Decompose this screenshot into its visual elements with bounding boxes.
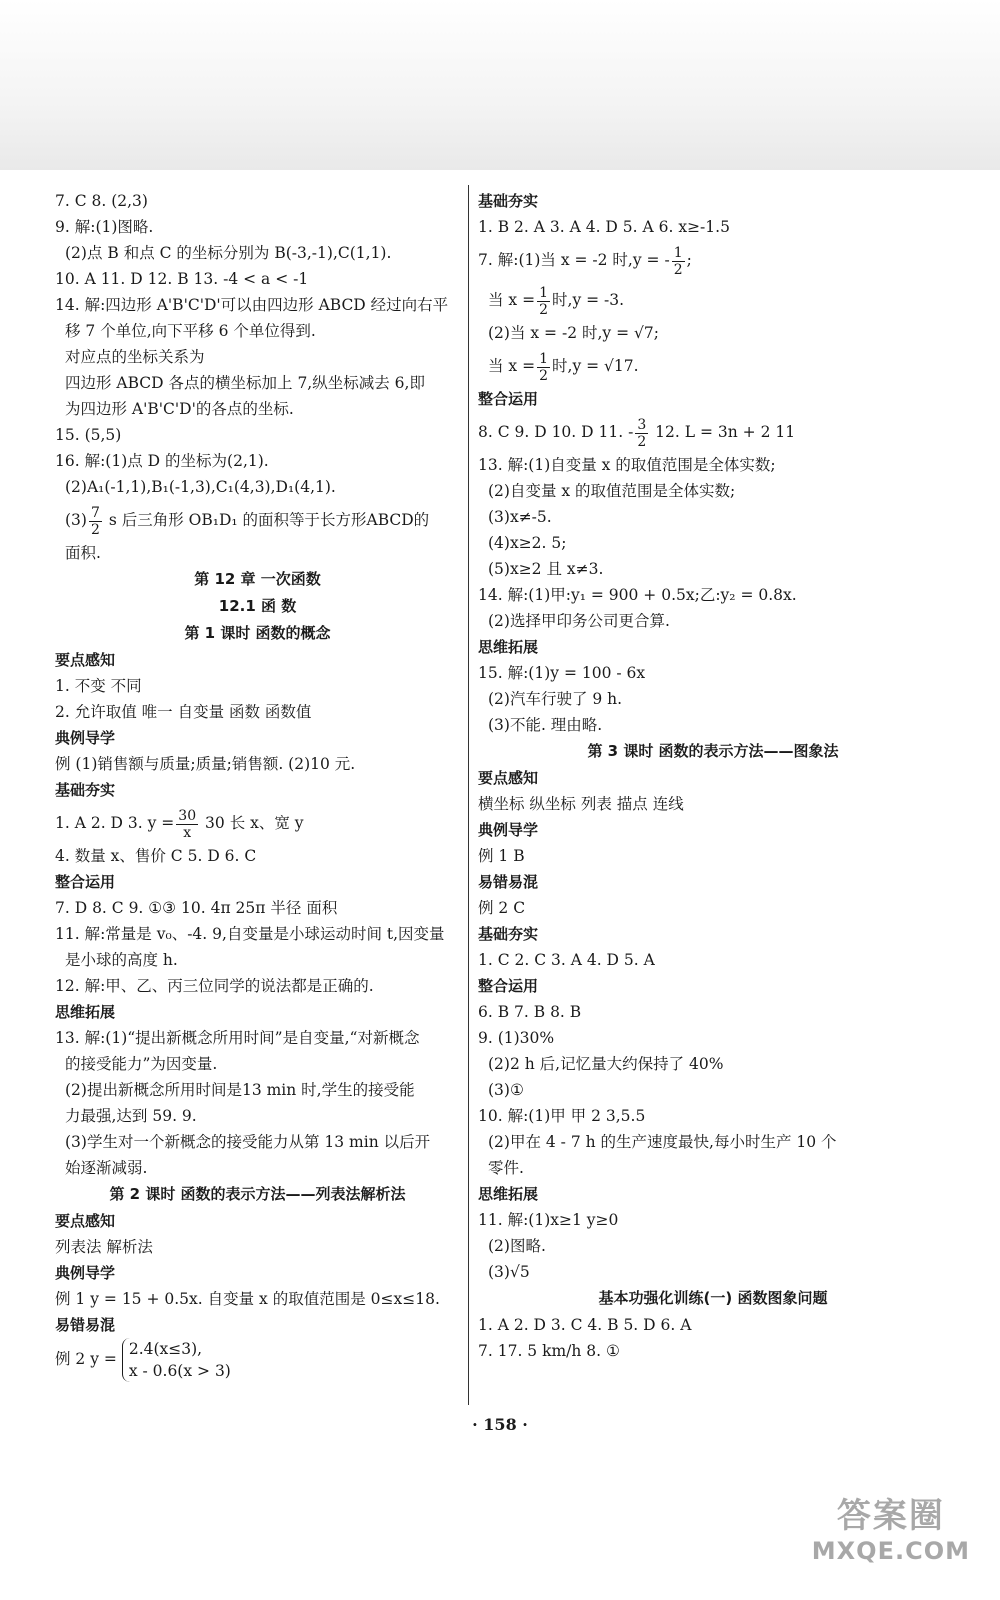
- section-heading: 基础夯实: [478, 192, 539, 210]
- text: (3): [65, 511, 87, 529]
- answer-line: (4)x≥2. 5;: [488, 534, 567, 552]
- answer-line: (3)√5: [488, 1263, 530, 1281]
- answer-line: 15. 解:(1)y = 100 - 6x: [478, 664, 646, 682]
- answer-line: 例 1 y = 15 + 0.5x. 自变量 x 的取值范围是 0≤x≤18.: [55, 1290, 440, 1308]
- answer-line: 是小球的高度 h.: [65, 951, 178, 969]
- answer-line-fraction: [478, 412, 948, 452]
- watermark-url: MXQE.COM: [811, 1537, 970, 1565]
- answer-line: 10. A 11. D 12. B 13. -4 < a < -1: [55, 270, 309, 288]
- numerator: 1: [539, 284, 549, 301]
- denominator: 2: [673, 261, 683, 278]
- text: 7. 解:(1)当 x = -2 时,y = -: [478, 251, 670, 269]
- text: s 后三角形 OB₁D₁ 的面积等于长方形ABCD的: [103, 511, 430, 529]
- answer-line: (3)x≠-5.: [488, 508, 552, 526]
- answer-line: (3)学生对一个新概念的接受能力从第 13 min 以后开: [65, 1133, 431, 1151]
- answer-line: 列表法 解析法: [55, 1238, 153, 1256]
- answer-line-fraction: [478, 280, 948, 320]
- answer-line: 7. D 8. C 9. ①③ 10. 4π 25π 半径 面积: [55, 899, 338, 917]
- answer-line: 10. 解:(1)甲 甲 2 3,5.5: [478, 1107, 646, 1125]
- answer-line: 始逐渐减弱.: [65, 1159, 148, 1177]
- section-heading: 整合运用: [478, 390, 539, 408]
- answer-line: 面积.: [65, 544, 101, 562]
- answer-line-fraction: [55, 500, 460, 540]
- text: 时,y = -3.: [552, 291, 625, 309]
- answer-line: 的接受能力”为因变量.: [65, 1055, 218, 1073]
- section-heading: 思维拓展: [55, 1003, 116, 1021]
- answer-line: 6. B 7. B 8. B: [478, 1003, 582, 1021]
- denominator: 2: [539, 301, 549, 318]
- answer-line-piecewise: [55, 1338, 460, 1382]
- training-title: 基本功强化训练(一) 函数图象问题: [598, 1289, 828, 1307]
- section-heading: 基础夯实: [478, 925, 539, 943]
- section-heading: 典例导学: [55, 729, 116, 747]
- answer-line: (3)不能. 理由略.: [488, 716, 603, 734]
- answer-line: 7. 17. 5 km/h 8. ①: [478, 1342, 620, 1360]
- denominator: x: [183, 824, 192, 841]
- section-title: 12.1 函 数: [218, 597, 297, 615]
- fraction: [537, 285, 550, 318]
- answer-line: (2)提出新概念所用时间是13 min 时,学生的接受能: [65, 1081, 415, 1099]
- answer-line: 16. 解:(1)点 D 的坐标为(2,1).: [55, 452, 269, 470]
- answer-line: 14. 解:四边形 A'B'C'D'可以由四边形 ABCD 经过向右平: [55, 296, 449, 314]
- section-heading: 典例导学: [55, 1264, 116, 1282]
- answer-line: 力最强,达到 59. 9.: [65, 1107, 197, 1125]
- lesson-title: 第 1 课时 函数的概念: [184, 624, 331, 642]
- section-heading: 典例导学: [478, 821, 539, 839]
- left-column: [55, 188, 460, 1382]
- answer-line: 例 2 C: [478, 899, 526, 917]
- piecewise-brace: [122, 1338, 231, 1382]
- section-heading: 易错易混: [55, 1316, 116, 1334]
- text: 当 x =: [488, 357, 536, 375]
- section-heading: 要点感知: [55, 651, 116, 669]
- answer-line: 9. 解:(1)图略.: [55, 218, 154, 236]
- answer-line: 15. (5,5): [55, 426, 122, 444]
- watermark-text: 答案圈: [836, 1496, 945, 1536]
- column-divider: [468, 185, 469, 1405]
- section-heading: 整合运用: [55, 873, 116, 891]
- text: 当 x =: [488, 291, 536, 309]
- text: 1. A 2. D 3. y =: [55, 814, 175, 832]
- answer-line: (2)A₁(-1,1),B₁(-1,3),C₁(4,3),D₁(4,1).: [65, 478, 336, 496]
- answer-line: 11. 解:(1)x≥1 y≥0: [478, 1211, 619, 1229]
- case-2: x - 0.6(x > 3): [128, 1362, 231, 1380]
- answer-line: 7. C 8. (2,3): [55, 192, 148, 210]
- numerator: 3: [637, 416, 647, 433]
- fraction: [176, 808, 198, 841]
- denominator: 2: [539, 367, 549, 384]
- answer-line: 例 (1)销售额与质量;质量;销售额. (2)10 元.: [55, 755, 356, 773]
- text: 12. L = 3n + 2 11: [650, 423, 796, 441]
- right-column: [478, 188, 948, 1364]
- numerator: 7: [90, 504, 100, 521]
- page-number: · 158 ·: [472, 1415, 528, 1434]
- answer-line: 1. 不变 不同: [55, 677, 142, 695]
- answer-line-fraction: [55, 803, 460, 843]
- answer-line: 11. 解:常量是 v₀、-4. 9,自变量是小球运动时间 t,因变量: [55, 925, 445, 943]
- answer-line: (2)点 B 和点 C 的坐标分别为 B(-3,-1),C(1,1).: [65, 244, 392, 262]
- section-heading: 基础夯实: [55, 781, 116, 799]
- answer-line: 9. (1)30%: [478, 1029, 555, 1047]
- answer-line: 对应点的坐标关系为: [65, 348, 205, 366]
- numerator: 1: [539, 350, 549, 367]
- fraction: [537, 351, 550, 384]
- answer-line: 12. 解:甲、乙、丙三位同学的说法都是正确的.: [55, 977, 374, 995]
- fraction: [672, 245, 685, 278]
- section-heading: 整合运用: [478, 977, 539, 995]
- answer-line: 为四边形 A'B'C'D'的各点的坐标.: [65, 400, 294, 418]
- answer-line: (2)汽车行驶了 9 h.: [488, 690, 623, 708]
- fraction: [635, 417, 648, 450]
- answer-line: 1. C 2. C 3. A 4. D 5. A: [478, 951, 655, 969]
- case-1: 2.4(x≤3),: [128, 1340, 203, 1358]
- answer-line: 零件.: [488, 1159, 524, 1177]
- answer-line: (2)当 x = -2 时,y = √7;: [488, 324, 659, 342]
- answer-line: 例 1 B: [478, 847, 525, 865]
- denominator: 2: [637, 433, 647, 450]
- chapter-title: 第 12 章 一次函数: [194, 570, 321, 588]
- section-heading: 易错易混: [478, 873, 539, 891]
- answer-line-fraction: [478, 346, 948, 386]
- section-heading: 要点感知: [478, 769, 539, 787]
- answer-line: (2)图略.: [488, 1237, 546, 1255]
- answer-line: (2)选择甲印务公司更合算.: [488, 612, 670, 630]
- lesson-title: 第 2 课时 函数的表示方法——列表法解析法: [109, 1185, 406, 1203]
- denominator: 2: [90, 521, 100, 538]
- answer-line: 1. B 2. A 3. A 4. D 5. A 6. x≥-1.5: [478, 218, 730, 236]
- answer-line: 2. 允许取值 唯一 自变量 函数 函数值: [55, 703, 312, 721]
- section-heading: 思维拓展: [478, 638, 539, 656]
- answer-line: (5)x≥2 且 x≠3.: [488, 560, 604, 578]
- answer-line: 1. A 2. D 3. C 4. B 5. D 6. A: [478, 1316, 692, 1334]
- answer-line: 横坐标 纵坐标 列表 描点 连线: [478, 795, 684, 813]
- answer-line: 移 7 个单位,向下平移 6 个单位得到.: [65, 322, 316, 340]
- text: 时,y = √17.: [552, 357, 639, 375]
- answer-line-fraction: [478, 240, 948, 280]
- answer-line: (3)①: [488, 1081, 524, 1099]
- answer-line: 13. 解:(1)自变量 x 的取值范围是全体实数;: [478, 456, 776, 474]
- fraction: [89, 505, 102, 538]
- lesson-title: 第 3 课时 函数的表示方法——图象法: [587, 742, 839, 760]
- answer-line: 四边形 ABCD 各点的横坐标加上 7,纵坐标减去 6,即: [65, 374, 425, 392]
- watermark-logo: [812, 1488, 970, 1565]
- answer-line: 13. 解:(1)“提出新概念所用时间”是自变量,“对新概念: [55, 1029, 420, 1047]
- section-heading: 要点感知: [55, 1212, 116, 1230]
- text: 8. C 9. D 10. D 11. -: [478, 423, 634, 441]
- answer-line: (2)2 h 后,记忆量大约保持了 40%: [488, 1055, 724, 1073]
- answer-line: (2)自变量 x 的取值范围是全体实数;: [488, 482, 736, 500]
- text: 例 2 y =: [55, 1350, 117, 1368]
- answer-line: 14. 解:(1)甲:y₁ = 900 + 0.5x;乙:y₂ = 0.8x.: [478, 586, 797, 604]
- answer-line: 4. 数量 x、售价 C 5. D 6. C: [55, 847, 257, 865]
- text: ;: [686, 251, 692, 269]
- numerator: 1: [673, 244, 683, 261]
- section-heading: 思维拓展: [478, 1185, 539, 1203]
- answer-line: (2)甲在 4 - 7 h 的生产速度最快,每小时生产 10 个: [488, 1133, 837, 1151]
- text: 30 长 x、宽 y: [200, 814, 304, 832]
- numerator: 30: [178, 807, 197, 824]
